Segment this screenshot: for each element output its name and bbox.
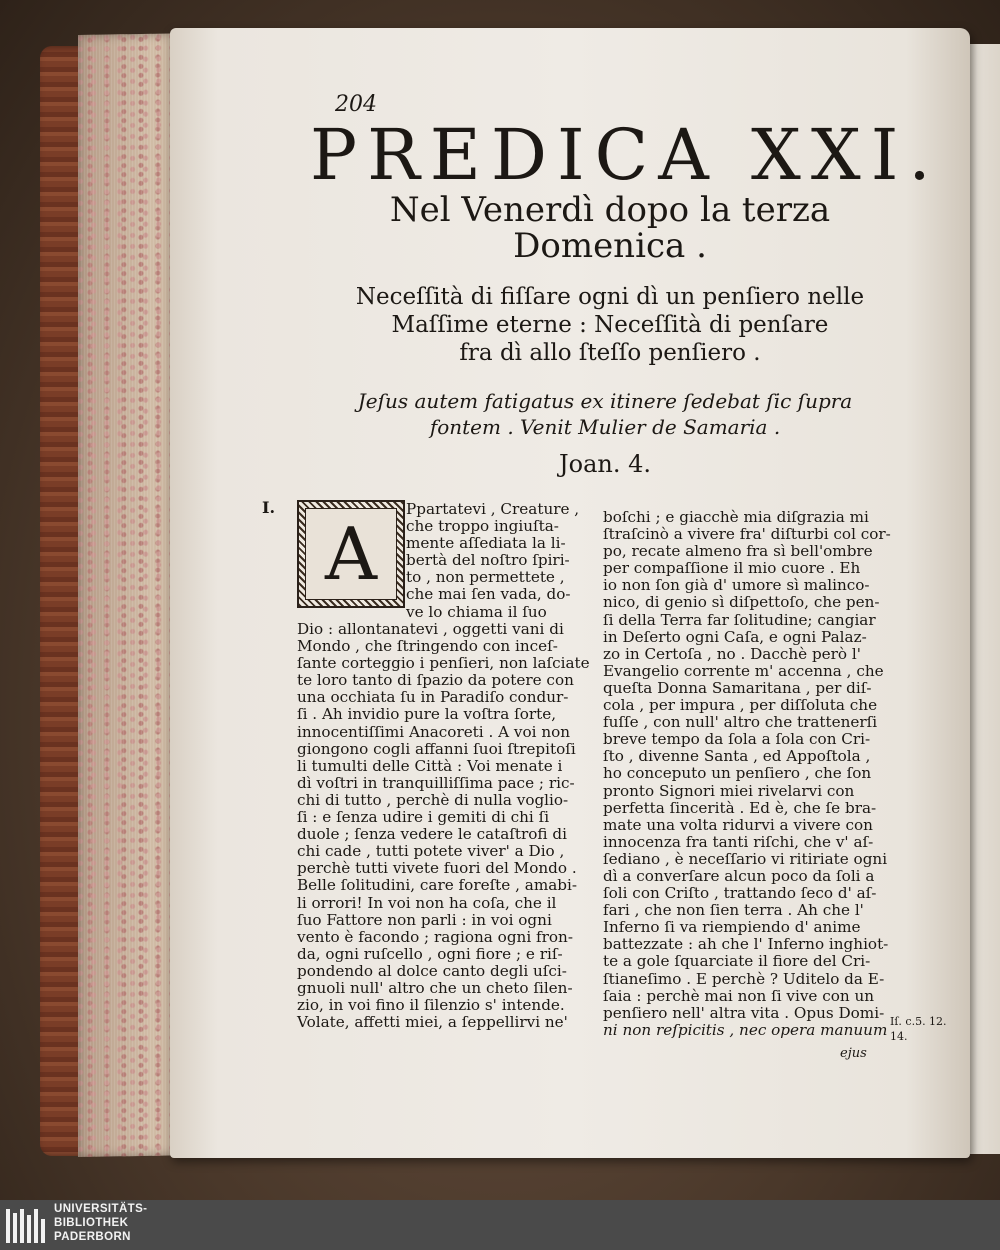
text-line: ſi . Ah invidio pure la voſtra ſorte, <box>297 705 557 724</box>
text-line: Evangelio corrente m' accenna , che <box>603 661 884 680</box>
text-line: pondendo al dolce canto degli uſci- <box>297 961 567 980</box>
initial-letter: A <box>325 512 377 596</box>
text-line: io non ſon già d' umore sì malinco- <box>603 576 870 595</box>
text-line: duole ; ſenza vedere le cataſtrofi di <box>297 825 567 844</box>
sermon-subtitle <box>340 192 880 264</box>
left-column <box>297 621 592 1031</box>
text-line: Belle ſolitudini, care foreſte , amabi- <box>297 876 577 895</box>
text-line: ſuo Fattore non parli : in voi ogni <box>297 910 552 929</box>
left-column-top <box>406 501 592 621</box>
text-line: li tumulti delle Città : Voi menate i <box>297 756 563 775</box>
text-line: chi di tutto , perchè di nulla voglio- <box>297 790 569 809</box>
text-line: perchè tutti vivete fuori del Mondo . <box>297 859 577 878</box>
text-line: innocentiſſimi Anacoreti . A voi non <box>297 722 571 741</box>
scripture-line: fontem . Venit Mulier de Samaria . <box>429 415 781 439</box>
right-column <box>603 509 895 1039</box>
text-line: una occhiata ſu in Paradiſo condur- <box>297 688 569 707</box>
text-line: chi cade , tutti potete viver' a Dio , <box>297 842 565 861</box>
sermon-theme <box>320 283 900 367</box>
section-number: I. <box>262 498 276 517</box>
text-line: pronto Signori miei rivelarvi con <box>603 781 855 800</box>
marginal-line: Iſ. c.5. 12. <box>890 1015 947 1028</box>
text-line: mente aſſediata la li- <box>406 534 566 553</box>
library-footer-bar <box>0 1200 1000 1250</box>
scripture-reference: Joan. 4. <box>559 450 651 478</box>
subtitle-line: Nel Venerdì dopo la terza <box>389 190 831 230</box>
text-line: ſtraſcinò a vivere fra' diſturbi col cor- <box>603 525 891 544</box>
marginal-line: 14. <box>890 1030 908 1043</box>
marginal-note <box>890 1014 947 1044</box>
text-line: gnuoli null' altro che un cheto ſilen- <box>297 978 573 997</box>
decorated-initial <box>297 500 405 608</box>
text-line: da, ogni ruſcello , ogni fiore ; e riſ- <box>297 944 563 963</box>
text-line: nico, di genio sì diſpettoſo, che pen- <box>603 593 880 612</box>
text-line: perfetta ſincerità . Ed è, che ſe bra- <box>603 798 877 817</box>
text-line: po, recate almeno fra sì bell'ombre <box>603 542 873 561</box>
text-line: ſediano , è neceſſario vi ritiriate ogni <box>603 849 888 868</box>
text-line: Inferno ſi va riempiendo d' anime <box>603 918 861 937</box>
text-line: fari , che non ſien terra . Ah che l' <box>603 901 864 920</box>
text-line: ſaia : perchè mai non ſi vive con un <box>603 986 875 1005</box>
text-line: per compaſſione il mio cuore . Eh <box>603 559 861 578</box>
text-line: ho conceputo un penſiero , che ſon <box>603 764 872 783</box>
theme-line: Neceſſità di fiſſare ogni dì un penſiero nelle <box>355 284 865 310</box>
text-line: vento è facondo ; ragiona ogni fron- <box>297 927 573 946</box>
text-line: ſi : e ſenza udire i gemiti di chi ſi <box>297 808 550 827</box>
text-line: Mondo , che ſtringendo con inceſ- <box>297 637 558 656</box>
text-line: te a gole ſquarciate il fiore del Cri- <box>603 952 871 971</box>
page-number: 204 <box>335 92 377 117</box>
catchword: ejus <box>840 1046 867 1061</box>
text-line: Dio : allontanatevi , oggetti vani di <box>297 620 564 638</box>
text-line: innocenza fra tanti riſchi, che v' aſ- <box>603 832 874 851</box>
text-line: penſiero nell' altra vita . Opus Domi- <box>603 1003 885 1022</box>
text-line: breve tempo da ſola a ſola con Cri- <box>603 730 871 749</box>
text-line: ſante corteggio i penſieri, non laſciate <box>297 654 590 673</box>
initial-frame <box>305 508 397 600</box>
text-line: ni non reſpicitis , nec opera manuum <box>603 1020 888 1039</box>
text-line: ſto , divenne Santa , ed Appoſtola , <box>603 747 871 766</box>
library-name-line: PADERBORN <box>54 1231 131 1243</box>
text-line: ſi della Terra far ſolitudine; cangiar <box>603 610 876 629</box>
text-line: Ppartatevi , Creature , <box>406 500 580 518</box>
text-line: ſoli con Criſto , trattando ſeco d' aſ- <box>603 884 877 903</box>
text-line: giongono cogli affanni ſuoi ſtrepitoſi <box>297 739 576 758</box>
library-name <box>54 1202 147 1244</box>
text-line: che troppo ingiuſta- <box>406 517 559 536</box>
text-line: bertà del noſtro ſpiri- <box>406 551 570 570</box>
text-line: to , non permettete , <box>406 568 565 587</box>
subtitle-line: Domenica . <box>513 226 707 266</box>
text-line: Volate, affetti miei, a ſeppellirvi ne' <box>297 1013 568 1032</box>
text-line: mate una volta ridurvi a vivere con <box>603 815 873 834</box>
library-logo-icon <box>4 1203 48 1247</box>
text-line: battezzate : ah che l' Inferno inghiot- <box>603 935 889 954</box>
text-line: boſchi ; e giacchè mia diſgrazia mi <box>603 508 869 526</box>
text-line: dì voſtri in tranquilliſſima pace ; ric- <box>297 773 575 792</box>
theme-line: Maſſime eterne : Neceſſità di penſare <box>391 312 829 338</box>
text-line: che mai ſen vada, do- <box>406 585 571 604</box>
text-line: zo in Certoſa , no . Dacchè però l' <box>603 644 861 663</box>
text-line: ſtianeſimo . E perchè ? Uditelo da E- <box>603 969 885 988</box>
scripture-line: Jeſus autem fatigatus ex itinere ſedebat ſic ſupra <box>357 389 853 413</box>
text-line: queſta Donna Samaritana , per diſ- <box>603 678 872 697</box>
text-line: ve lo chiama il ſuo <box>406 602 547 621</box>
text-line: li orrori! In voi non ha coſa, che il <box>297 893 557 912</box>
text-line: cola , per impura , per diſſoluta che <box>603 696 878 715</box>
library-name-line: BIBLIOTHEK <box>54 1217 129 1229</box>
sermon-title: PREDICA XXI. <box>310 114 941 196</box>
theme-line: fra dì allo ſteſſo penſiero . <box>459 340 761 366</box>
text-line: dì a converſare alcun poco da ſoli a <box>603 866 875 885</box>
library-name-line: UNIVERSITÄTS- <box>54 1203 148 1215</box>
text-line: te loro tanto di ſpazio da potere con <box>297 671 574 690</box>
text-line: in Deſerto ogni Caſa, e ogni Palaz- <box>603 627 867 646</box>
text-line: fuſſe , con null' altro che trattenerſi <box>603 713 878 732</box>
scripture-quote <box>320 388 890 440</box>
text-line: zio, in voi fino il ſilenzio s' intende. <box>297 996 565 1015</box>
